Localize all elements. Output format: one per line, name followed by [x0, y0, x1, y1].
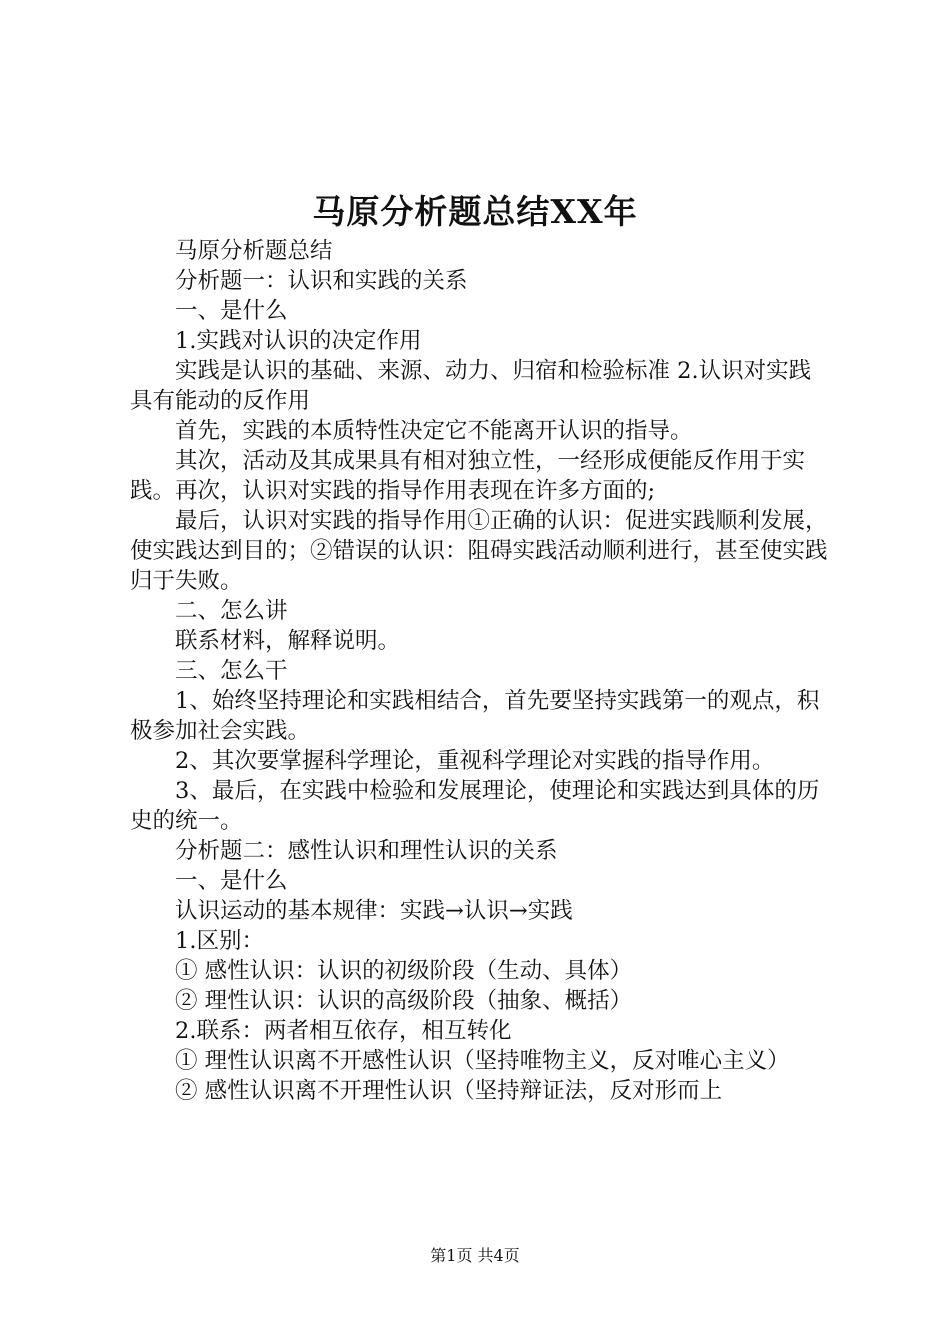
paragraph: ① 感性认识：认识的初级阶段（生动、具体）	[175, 958, 633, 984]
page-footer: 第1页 共4页	[430, 1246, 520, 1265]
paragraph: 首先，实践的本质特性决定它不能离开认识的指导。	[175, 418, 693, 444]
paragraph: ② 感性认识离不开理性认识（坚持辩证法，反对形而上	[175, 1078, 723, 1104]
paragraph: 1、始终坚持理论和实践相结合，首先要坚持实践第一的观点，积极参加社会实践。	[130, 688, 820, 744]
paragraph: 最后，认识对实践的指导作用①正确的认识：促进实践顺利发展，使实践达到目的；②错误的认识：阻碍实践活动顺利进行，甚至使实践归于失败。	[130, 508, 828, 594]
paragraph: ① 理性认识离不开感性认识（坚持唯物主义，反对唯心主义）	[175, 1048, 790, 1074]
section-heading: 分析题一：认识和实践的关系	[175, 268, 468, 294]
paragraph: 3、最后，在实践中检验和发展理论，使理论和实践达到具体的历史的统一。	[130, 778, 820, 834]
document-title: 马原分析题总结XX年	[312, 192, 638, 231]
paragraph: 实践是认识的基础、来源、动力、归宿和检验标准 2.认识对实践具有能动的反作用	[130, 358, 812, 414]
paragraph: 2、其次要掌握科学理论，重视科学理论对实践的指导作用。	[175, 748, 775, 774]
subsection-heading: 一、是什么	[175, 298, 288, 324]
document-body	[130, 236, 830, 1106]
subsection-heading: 二、怎么讲	[175, 598, 288, 624]
paragraph: 联系材料，解释说明。	[175, 628, 401, 654]
paragraph: 认识运动的基本规律：实践→认识→实践	[175, 898, 573, 924]
subsection-heading: 一、是什么	[175, 868, 288, 894]
paragraph: 1.实践对认识的决定作用	[175, 328, 422, 354]
subsection-heading: 三、怎么干	[175, 658, 288, 684]
section-heading: 分析题二：感性认识和理性认识的关系	[175, 838, 558, 864]
paragraph: 1.区别：	[175, 928, 264, 954]
paragraph: 2.联系：两者相互依存，相互转化	[175, 1018, 512, 1044]
paragraph: 马原分析题总结	[175, 238, 333, 264]
paragraph: ② 理性认识：认识的高级阶段（抽象、概括）	[175, 988, 633, 1014]
paragraph: 其次，活动及其成果具有相对独立性，一经形成便能反作用于实践。再次，认识对实践的指导作用表现在许多方面的;	[130, 448, 806, 504]
